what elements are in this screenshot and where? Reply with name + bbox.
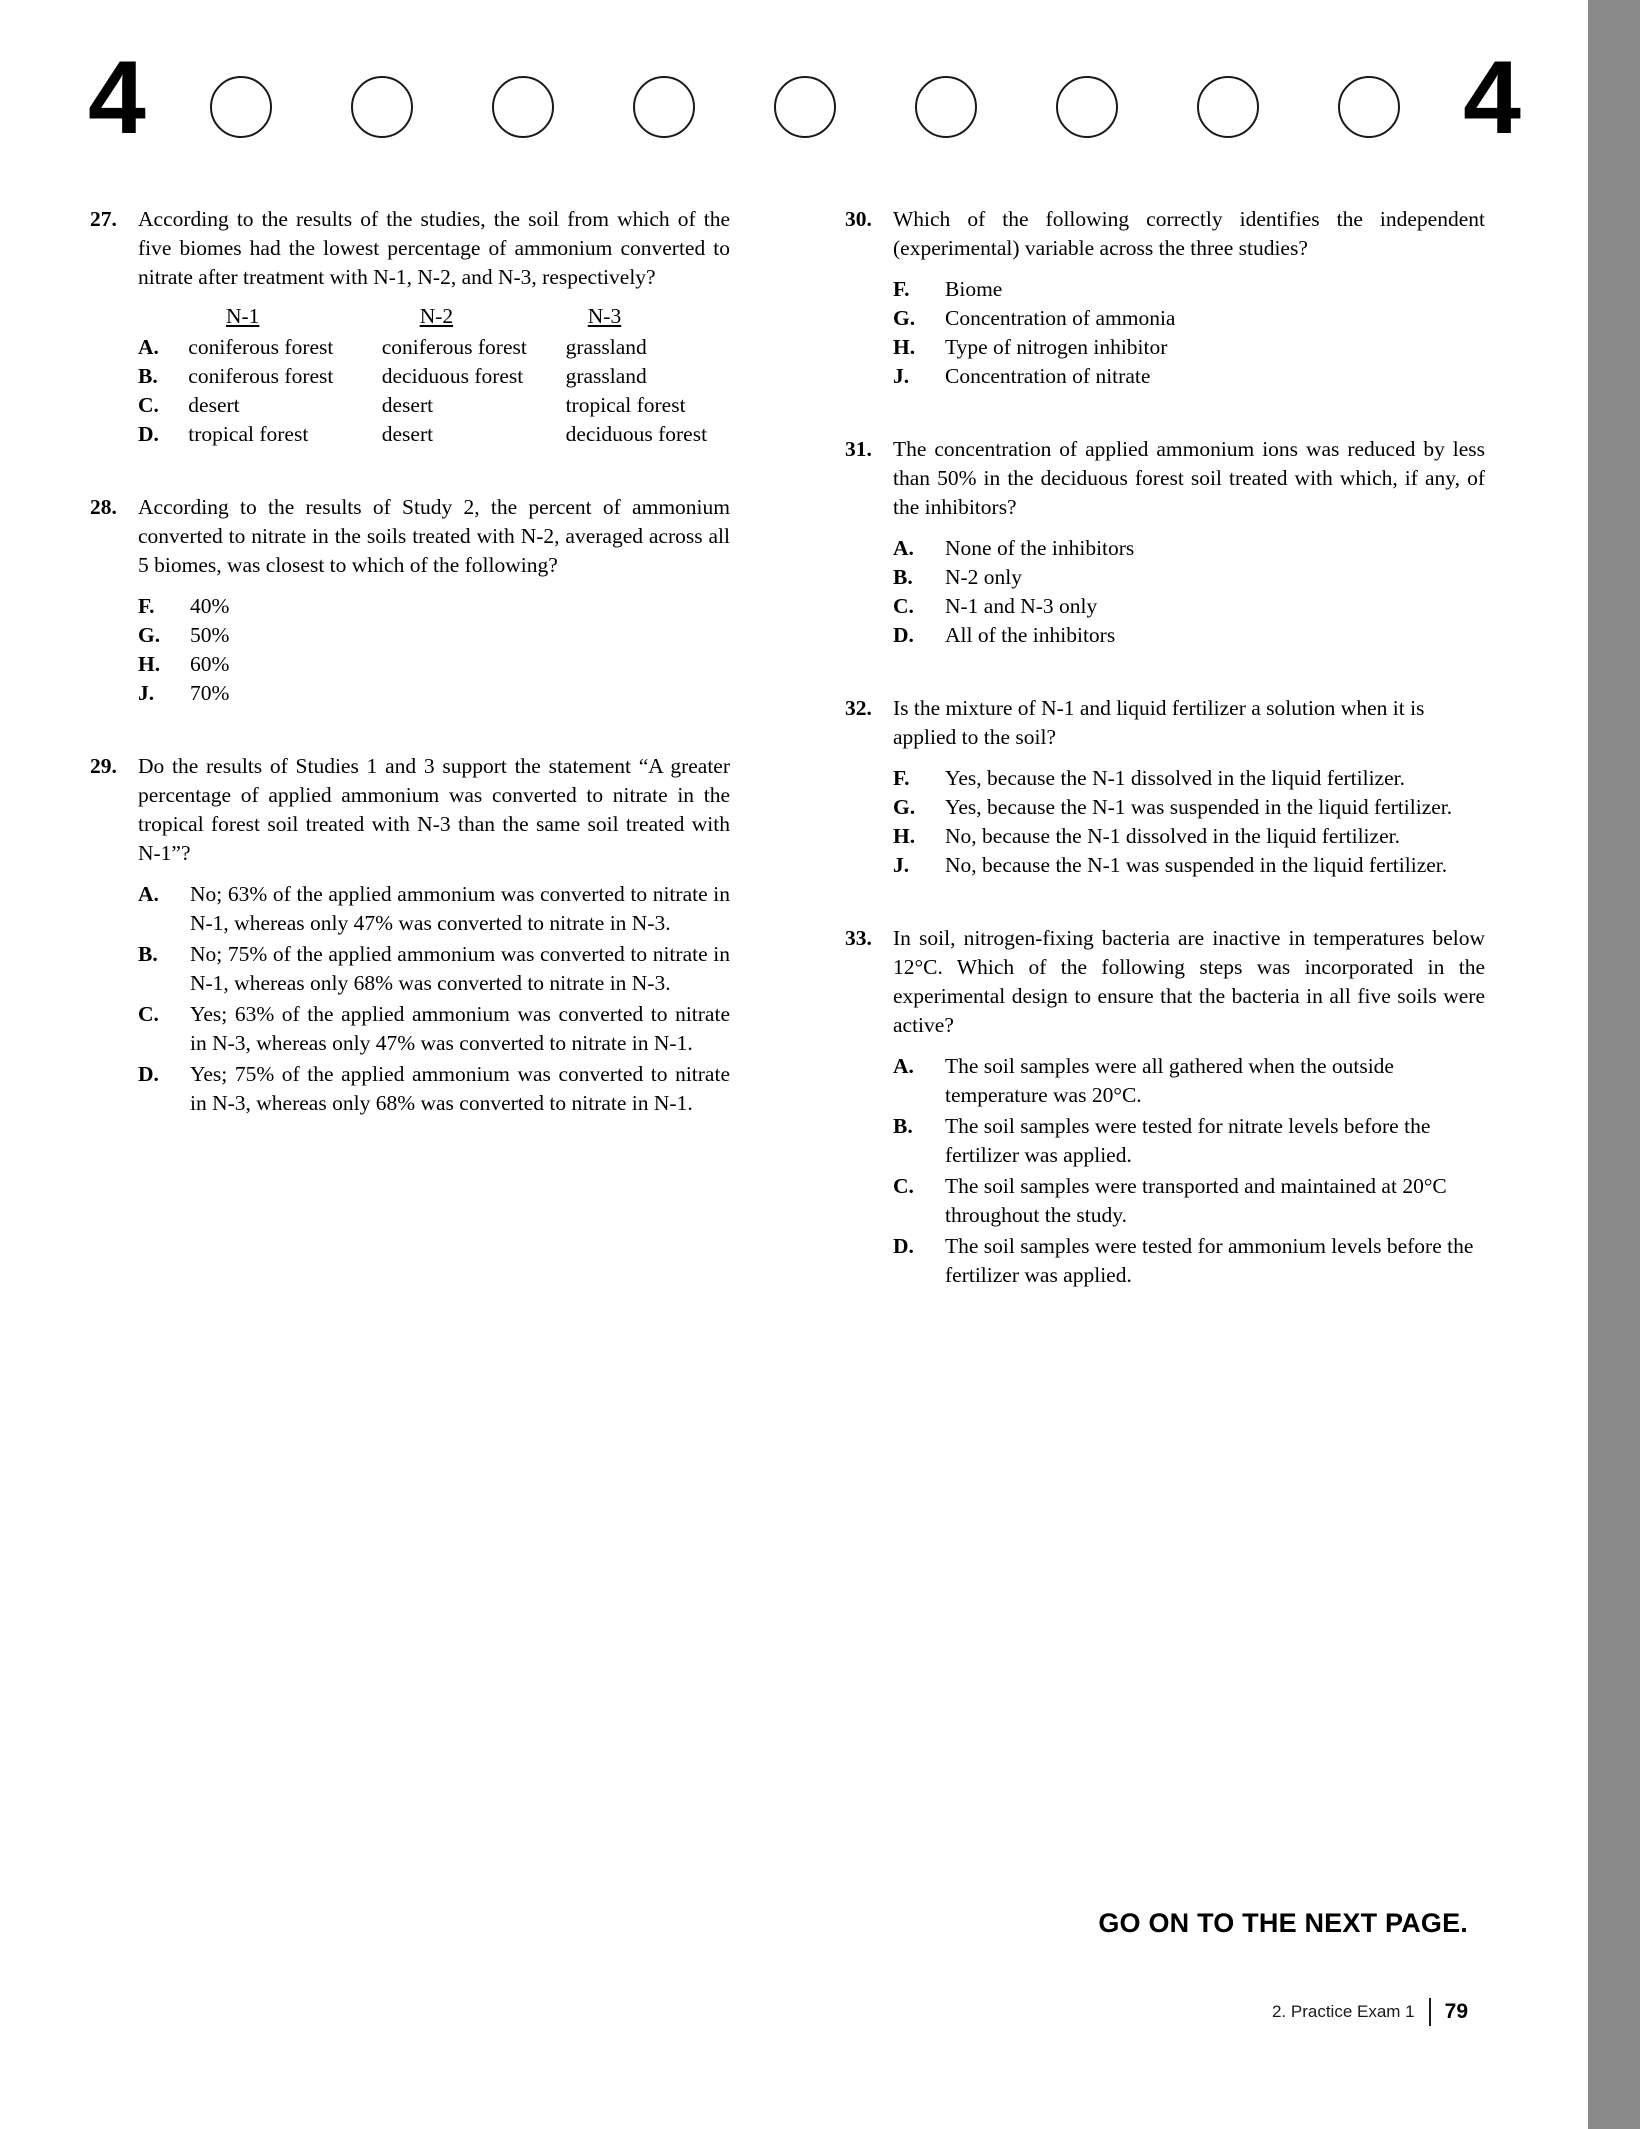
choice-letter: H. xyxy=(893,824,916,848)
choice-cell-n3: tropical forest xyxy=(565,393,686,417)
answer-choices xyxy=(893,275,1485,391)
choice-letter: G. xyxy=(138,623,161,647)
answer-choice[interactable] xyxy=(893,362,1485,391)
answer-bubble[interactable] xyxy=(1056,76,1118,138)
choice-text: Biome xyxy=(945,277,1003,301)
answer-choice[interactable] xyxy=(138,880,730,938)
question-33 xyxy=(845,924,1485,1290)
spacer-cell xyxy=(138,302,188,331)
page-footer xyxy=(1272,1998,1468,2026)
choice-cell-n3: grassland xyxy=(565,364,647,388)
question-stem: In soil, nitrogen-fixing bacteria are inactive in temperatures below 12°C. Which of the following steps was incorporated in the experimental design to ensure that the bacteria in all five soils were active? xyxy=(893,926,1485,1037)
page-number: 79 xyxy=(1444,2000,1468,2023)
question-number: 28. xyxy=(90,495,117,519)
choice-letter: F. xyxy=(138,594,155,618)
question-stem: The concentration of applied ammonium ions was reduced by less than 50% in the deciduous forest soil treated with which, if any, of the inhibitors? xyxy=(893,437,1485,519)
question-stem: Do the results of Studies 1 and 3 support the statement “A greater percentage of applied ammonium was converted to nitrate in the tropical forest soil treated with N-3 than the same soil treated with N-1”? xyxy=(138,754,730,865)
choice-text: No, because the N-1 was suspended in the liquid fertilizer. xyxy=(945,853,1448,877)
answer-choice-row[interactable] xyxy=(138,420,730,449)
answer-choice-row[interactable] xyxy=(138,391,730,420)
answer-bubble[interactable] xyxy=(492,76,554,138)
choice-cell-n1: coniferous forest xyxy=(188,364,334,388)
answer-choice[interactable] xyxy=(893,592,1485,621)
question-27 xyxy=(90,205,730,449)
answer-bubble[interactable] xyxy=(1338,76,1400,138)
choice-cell-n3: grassland xyxy=(565,335,647,359)
choice-letter: A. xyxy=(893,536,914,560)
section-number-left: 4 xyxy=(88,40,143,156)
answer-bubble[interactable] xyxy=(351,76,413,138)
answer-choice[interactable] xyxy=(893,1112,1485,1170)
answer-choice[interactable] xyxy=(138,1060,730,1118)
choice-text: Yes; 63% of the applied ammonium was converted to nitrate in N-3, whereas only 47% was converted to nitrate in N-1. xyxy=(190,1002,730,1055)
choice-letter: B. xyxy=(138,364,158,388)
question-stem: Which of the following correctly identifies the independent (experimental) variable across the three studies? xyxy=(893,207,1485,260)
choice-text: 40% xyxy=(190,594,230,618)
answer-choice[interactable] xyxy=(138,592,730,621)
choice-text: N-2 only xyxy=(945,565,1023,589)
choice-text: Yes, because the N-1 was suspended in the liquid fertilizer. xyxy=(945,795,1453,819)
choice-letter: A. xyxy=(138,882,159,906)
answer-choices xyxy=(138,592,730,708)
go-on-notice: GO ON TO THE NEXT PAGE. xyxy=(1098,1908,1468,1938)
answer-choices xyxy=(893,764,1485,880)
choice-text: Concentration of nitrate xyxy=(945,364,1151,388)
question-number: 32. xyxy=(845,696,872,720)
choice-letter: G. xyxy=(893,306,916,330)
question-28 xyxy=(90,493,730,708)
answer-bubble[interactable] xyxy=(915,76,977,138)
choice-cell-n3: deciduous forest xyxy=(565,422,708,446)
section-number-right: 4 xyxy=(1463,40,1518,156)
answer-bubble[interactable] xyxy=(210,76,272,138)
choice-text: The soil samples were transported and maintained at 20°C throughout the study. xyxy=(945,1174,1447,1227)
choice-letter: D. xyxy=(138,422,159,446)
page-edge-shadow xyxy=(1588,0,1640,2129)
question-number: 27. xyxy=(90,207,117,231)
column-header-n3: N-3 xyxy=(587,304,622,328)
footer-divider xyxy=(1429,1998,1431,2026)
question-29 xyxy=(90,752,730,1118)
answer-choice-row[interactable] xyxy=(138,362,730,391)
choice-cell-n1: tropical forest xyxy=(188,422,309,446)
question-number: 33. xyxy=(845,926,872,950)
choice-cell-n1: coniferous forest xyxy=(188,335,334,359)
answer-choice-row[interactable] xyxy=(138,333,730,362)
question-32 xyxy=(845,694,1485,880)
question-number: 31. xyxy=(845,437,872,461)
answer-bubble[interactable] xyxy=(633,76,695,138)
choice-letter: J. xyxy=(893,364,910,388)
choice-cell-n2: coniferous forest xyxy=(381,335,527,359)
choice-text: The soil samples were all gathered when the outside temperature was 20°C. xyxy=(945,1054,1394,1107)
choice-letter: D. xyxy=(893,1234,914,1258)
choice-text: Type of nitrogen inhibitor xyxy=(945,335,1168,359)
choice-letter: H. xyxy=(893,335,916,359)
choice-text: 60% xyxy=(190,652,230,676)
bubble-row xyxy=(210,72,1400,142)
question-stem: According to the results of the studies, the soil from which of the five biomes had the lowest percentage of ammonium converted to nitrate after treatment with N-1, N-2, and N-3, respectively? xyxy=(138,207,730,289)
choice-text: The soil samples were tested for nitrate levels before the fertilizer was applied. xyxy=(945,1114,1431,1167)
footer-chapter-label: 2. Practice Exam 1 xyxy=(1271,2002,1415,2021)
answer-choice[interactable] xyxy=(893,1052,1485,1110)
choice-letter: C. xyxy=(138,393,159,417)
choice-cell-n1: desert xyxy=(188,393,240,417)
choice-text: No, because the N-1 dissolved in the liquid fertilizer. xyxy=(945,824,1400,848)
answer-bubble[interactable] xyxy=(774,76,836,138)
choice-cell-n2: desert xyxy=(381,422,434,446)
answer-bubble[interactable] xyxy=(1197,76,1259,138)
answer-choice[interactable] xyxy=(893,764,1485,793)
answer-choice[interactable] xyxy=(893,822,1485,851)
answer-choice[interactable] xyxy=(893,851,1485,880)
left-column xyxy=(90,205,730,1148)
choice-letter: G. xyxy=(893,795,916,819)
right-column xyxy=(845,205,1485,1320)
answer-choice[interactable] xyxy=(138,650,730,679)
answer-choice[interactable] xyxy=(893,1232,1485,1290)
choice-letter: A. xyxy=(893,1054,914,1078)
choice-text: N-1 and N-3 only xyxy=(945,594,1098,618)
choice-letter: F. xyxy=(893,766,910,790)
answer-choice[interactable] xyxy=(893,1172,1485,1230)
choice-letter: C. xyxy=(893,1174,914,1198)
answer-choice[interactable] xyxy=(893,563,1485,592)
answer-choice[interactable] xyxy=(893,333,1485,362)
choice-text: Concentration of ammonia xyxy=(945,306,1176,330)
choice-cell-n2: desert xyxy=(381,393,434,417)
answer-choice[interactable] xyxy=(138,1000,730,1058)
column-header-n2: N-2 xyxy=(419,304,454,328)
choice-text: 70% xyxy=(190,681,230,705)
choice-letter: J. xyxy=(893,853,910,877)
answer-choices xyxy=(893,1052,1485,1290)
choice-letter: B. xyxy=(893,1114,913,1138)
answer-choice[interactable] xyxy=(138,940,730,998)
answer-choices xyxy=(893,534,1485,650)
question-stem: Is the mixture of N-1 and liquid fertilizer a solution when it is applied to the soil? xyxy=(893,696,1425,749)
choice-text: Yes, because the N-1 dissolved in the liquid fertilizer. xyxy=(945,766,1405,790)
choice-letter: B. xyxy=(138,942,158,966)
choice-letter: J. xyxy=(138,681,155,705)
choice-letter: D. xyxy=(893,623,914,647)
choice-letter: F. xyxy=(893,277,910,301)
choice-text: Yes; 75% of the applied ammonium was converted to nitrate in N-3, whereas only 68% was converted to nitrate in N-1. xyxy=(190,1062,730,1115)
choice-text: None of the inhibitors xyxy=(945,536,1135,560)
choice-text: 50% xyxy=(190,623,230,647)
choice-letter: D. xyxy=(138,1062,159,1086)
answer-choice[interactable] xyxy=(138,679,730,708)
answer-choice[interactable] xyxy=(138,621,730,650)
answer-choice-table xyxy=(138,302,730,449)
answer-choice[interactable] xyxy=(893,793,1485,822)
question-31 xyxy=(845,435,1485,650)
answer-choice[interactable] xyxy=(893,621,1485,650)
answer-choice[interactable] xyxy=(893,534,1485,563)
answer-choices xyxy=(138,880,730,1118)
table-header-row xyxy=(138,302,730,331)
page-header xyxy=(88,40,1518,166)
answer-choice[interactable] xyxy=(893,275,1485,304)
choice-text: No; 75% of the applied ammonium was converted to nitrate in N-1, whereas only 68% was converted to nitrate in N-3. xyxy=(190,942,730,995)
question-30 xyxy=(845,205,1485,391)
column-header-n1: N-1 xyxy=(225,304,260,328)
choice-letter: C. xyxy=(138,1002,159,1026)
choice-letter: B. xyxy=(893,565,913,589)
question-number: 30. xyxy=(845,207,872,231)
question-number: 29. xyxy=(90,754,117,778)
choice-letter: C. xyxy=(893,594,914,618)
choice-text: All of the inhibitors xyxy=(945,623,1116,647)
question-stem: According to the results of Study 2, the percent of ammonium converted to nitrate in the soils treated with N-2, averaged across all 5 biomes, was closest to which of the following? xyxy=(138,495,730,577)
choice-letter: A. xyxy=(138,335,159,359)
answer-choice[interactable] xyxy=(893,304,1485,333)
choice-text: The soil samples were tested for ammonium levels before the fertilizer was applied. xyxy=(945,1234,1474,1287)
choice-cell-n2: deciduous forest xyxy=(381,364,524,388)
choice-letter: H. xyxy=(138,652,161,676)
choice-text: No; 63% of the applied ammonium was converted to nitrate in N-1, whereas only 47% was converted to nitrate in N-3. xyxy=(190,882,730,935)
